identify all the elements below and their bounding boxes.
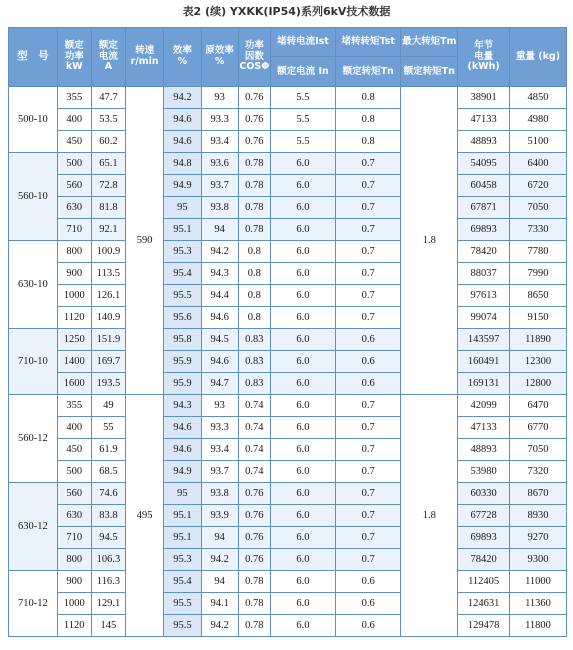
header-weight: 重量 (kg) xyxy=(510,28,567,87)
cell-locked-torque: 0.7 xyxy=(336,285,401,307)
cell-locked-torque: 0.7 xyxy=(336,197,401,219)
cell-efficiency: 95.4 xyxy=(164,571,201,593)
cell-current: 113.5 xyxy=(91,263,125,285)
cell-efficiency: 95.3 xyxy=(164,549,201,571)
cell-power-factor: 0.8 xyxy=(238,241,270,263)
cell-current: 60.2 xyxy=(91,131,125,153)
cell-current: 145 xyxy=(91,615,125,637)
cell-weight: 9270 xyxy=(510,527,567,549)
table-row xyxy=(9,197,567,219)
table-row xyxy=(9,219,567,241)
cell-annual-energy: 54095 xyxy=(458,153,510,175)
cell-power: 1400 xyxy=(57,351,91,373)
cell-locked-current: 6.0 xyxy=(270,505,335,527)
cell-model: 710-12 xyxy=(9,571,58,637)
cell-power-factor: 0.78 xyxy=(238,175,270,197)
cell-locked-torque: 0.7 xyxy=(336,483,401,505)
cell-power: 1000 xyxy=(57,593,91,615)
cell-locked-torque: 0.7 xyxy=(336,395,401,417)
cell-annual-energy: 60458 xyxy=(458,175,510,197)
cell-weight: 11890 xyxy=(510,329,567,351)
cell-power: 710 xyxy=(57,219,91,241)
cell-weight: 7050 xyxy=(510,439,567,461)
cell-current: 72.8 xyxy=(91,175,125,197)
cell-annual-energy: 99074 xyxy=(458,307,510,329)
cell-current: 126.1 xyxy=(91,285,125,307)
cell-orig-efficiency: 94.2 xyxy=(201,615,238,637)
table-row xyxy=(9,505,567,527)
cell-power: 400 xyxy=(57,417,91,439)
cell-orig-efficiency: 94.4 xyxy=(201,285,238,307)
cell-power: 560 xyxy=(57,483,91,505)
cell-locked-current: 5.5 xyxy=(270,109,335,131)
cell-power-factor: 0.74 xyxy=(238,461,270,483)
cell-power-factor: 0.74 xyxy=(238,395,270,417)
table-row xyxy=(9,417,567,439)
table-row xyxy=(9,285,567,307)
cell-model: 560-10 xyxy=(9,153,58,241)
cell-power-factor: 0.76 xyxy=(238,131,270,153)
cell-weight: 7050 xyxy=(510,197,567,219)
cell-locked-current: 6.0 xyxy=(270,571,335,593)
cell-orig-efficiency: 93.9 xyxy=(201,505,238,527)
cell-power-factor: 0.8 xyxy=(238,307,270,329)
cell-locked-torque: 0.8 xyxy=(336,109,401,131)
cell-power: 400 xyxy=(57,109,91,131)
cell-efficiency: 95.4 xyxy=(164,263,201,285)
cell-locked-torque: 0.7 xyxy=(336,417,401,439)
cell-locked-current: 6.0 xyxy=(270,417,335,439)
cell-weight: 6400 xyxy=(510,153,567,175)
table-row xyxy=(9,307,567,329)
cell-efficiency: 94.8 xyxy=(164,153,201,175)
header-current: 额定 电流 A xyxy=(91,28,125,87)
cell-weight: 7320 xyxy=(510,461,567,483)
cell-power: 450 xyxy=(57,439,91,461)
cell-weight: 9150 xyxy=(510,307,567,329)
cell-locked-torque: 0.7 xyxy=(336,307,401,329)
cell-orig-efficiency: 94 xyxy=(201,527,238,549)
cell-power-factor: 0.83 xyxy=(238,329,270,351)
cell-locked-current: 5.5 xyxy=(270,87,335,109)
cell-annual-energy: 42099 xyxy=(458,395,510,417)
cell-current: 100.9 xyxy=(91,241,125,263)
cell-annual-energy: 124631 xyxy=(458,593,510,615)
cell-weight: 12300 xyxy=(510,351,567,373)
table-row xyxy=(9,615,567,637)
cell-power-factor: 0.74 xyxy=(238,417,270,439)
cell-annual-energy: 38901 xyxy=(458,87,510,109)
table-row xyxy=(9,87,567,109)
header-power-factor: 功率 因数 COSΦ xyxy=(238,28,270,87)
cell-power: 500 xyxy=(57,461,91,483)
cell-power: 450 xyxy=(57,131,91,153)
cell-locked-torque: 0.7 xyxy=(336,505,401,527)
cell-locked-torque: 0.6 xyxy=(336,615,401,637)
cell-efficiency: 95.5 xyxy=(164,615,201,637)
cell-model: 630-10 xyxy=(9,241,58,329)
cell-weight: 4980 xyxy=(510,109,567,131)
cell-locked-torque: 0.7 xyxy=(336,263,401,285)
cell-weight: 11000 xyxy=(510,571,567,593)
cell-weight: 7990 xyxy=(510,263,567,285)
cell-locked-current: 6.0 xyxy=(270,285,335,307)
cell-locked-current: 6.0 xyxy=(270,461,335,483)
table-row xyxy=(9,439,567,461)
cell-orig-efficiency: 93.8 xyxy=(201,197,238,219)
table-row xyxy=(9,549,567,571)
cell-orig-efficiency: 94.1 xyxy=(201,593,238,615)
cell-model: 630-12 xyxy=(9,483,58,571)
cell-current: 106.3 xyxy=(91,549,125,571)
cell-efficiency: 95.1 xyxy=(164,527,201,549)
cell-locked-torque: 0.7 xyxy=(336,549,401,571)
table-row xyxy=(9,351,567,373)
cell-current: 151.9 xyxy=(91,329,125,351)
cell-weight: 6470 xyxy=(510,395,567,417)
header-locked-torque-bottom: 额定转矩Tn xyxy=(336,57,401,87)
cell-power-factor: 0.83 xyxy=(238,373,270,395)
cell-efficiency: 95.6 xyxy=(164,307,201,329)
cell-speed: 590 xyxy=(125,87,163,395)
cell-locked-current: 6.0 xyxy=(270,483,335,505)
cell-locked-torque: 0.6 xyxy=(336,373,401,395)
cell-locked-current: 6.0 xyxy=(270,197,335,219)
cell-weight: 8650 xyxy=(510,285,567,307)
header-max-torque-bottom: 额定转矩Tn xyxy=(401,57,458,87)
header-row-1 xyxy=(9,28,567,57)
cell-orig-efficiency: 94.3 xyxy=(201,263,238,285)
cell-locked-torque: 0.8 xyxy=(336,131,401,153)
cell-orig-efficiency: 93.6 xyxy=(201,153,238,175)
cell-orig-efficiency: 94 xyxy=(201,219,238,241)
table-title: 表2 (续) YXKK(IP54)系列6kV技术数据 xyxy=(182,5,391,18)
cell-efficiency: 95.8 xyxy=(164,329,201,351)
cell-annual-energy: 129478 xyxy=(458,615,510,637)
table-row xyxy=(9,153,567,175)
cell-efficiency: 95.1 xyxy=(164,219,201,241)
cell-current: 65.1 xyxy=(91,153,125,175)
cell-power-factor: 0.76 xyxy=(238,549,270,571)
cell-locked-torque: 0.6 xyxy=(336,593,401,615)
cell-efficiency: 95.5 xyxy=(164,593,201,615)
cell-annual-energy: 88037 xyxy=(458,263,510,285)
cell-weight: 11800 xyxy=(510,615,567,637)
cell-power: 630 xyxy=(57,197,91,219)
cell-weight: 11360 xyxy=(510,593,567,615)
cell-locked-torque: 0.7 xyxy=(336,153,401,175)
cell-power-factor: 0.76 xyxy=(238,109,270,131)
cell-efficiency: 95.3 xyxy=(164,241,201,263)
cell-locked-torque: 0.6 xyxy=(336,351,401,373)
cell-power: 800 xyxy=(57,241,91,263)
cell-annual-energy: 112405 xyxy=(458,571,510,593)
table-row xyxy=(9,109,567,131)
header-locked-current-bottom: 额定电流 In xyxy=(270,57,335,87)
cell-current: 53.5 xyxy=(91,109,125,131)
cell-orig-efficiency: 93.4 xyxy=(201,131,238,153)
cell-locked-torque: 0.6 xyxy=(336,571,401,593)
cell-annual-energy: 78420 xyxy=(458,241,510,263)
cell-locked-torque: 0.6 xyxy=(336,329,401,351)
cell-current: 83.8 xyxy=(91,505,125,527)
cell-model: 560-12 xyxy=(9,395,58,483)
cell-current: 68.5 xyxy=(91,461,125,483)
cell-power-factor: 0.8 xyxy=(238,285,270,307)
cell-power-factor: 0.83 xyxy=(238,351,270,373)
cell-locked-current: 6.0 xyxy=(270,395,335,417)
cell-orig-efficiency: 94 xyxy=(201,571,238,593)
cell-weight: 12800 xyxy=(510,373,567,395)
cell-orig-efficiency: 93.3 xyxy=(201,417,238,439)
cell-model: 500-10 xyxy=(9,87,58,153)
cell-power-factor: 0.78 xyxy=(238,571,270,593)
cell-power: 710 xyxy=(57,527,91,549)
cell-annual-energy: 169131 xyxy=(458,373,510,395)
cell-efficiency: 94.6 xyxy=(164,109,201,131)
cell-efficiency: 95.5 xyxy=(164,285,201,307)
table-row xyxy=(9,263,567,285)
cell-locked-torque: 0.8 xyxy=(336,87,401,109)
cell-locked-torque: 0.7 xyxy=(336,241,401,263)
table-row xyxy=(9,373,567,395)
cell-power-factor: 0.76 xyxy=(238,527,270,549)
header-efficiency: 效率 % xyxy=(164,28,201,87)
header-orig-efficiency: 原效率 % xyxy=(201,28,238,87)
cell-orig-efficiency: 94.2 xyxy=(201,549,238,571)
cell-efficiency: 94.9 xyxy=(164,175,201,197)
cell-weight: 6770 xyxy=(510,417,567,439)
table-row xyxy=(9,571,567,593)
cell-efficiency: 95 xyxy=(164,197,201,219)
header-locked-current-top: 堵转电流Ist xyxy=(270,28,335,57)
cell-locked-current: 6.0 xyxy=(270,549,335,571)
cell-power: 1000 xyxy=(57,285,91,307)
cell-model: 710-10 xyxy=(9,329,58,395)
cell-power-factor: 0.76 xyxy=(238,505,270,527)
cell-orig-efficiency: 94.5 xyxy=(201,329,238,351)
cell-annual-energy: 47133 xyxy=(458,109,510,131)
cell-orig-efficiency: 94.6 xyxy=(201,307,238,329)
cell-efficiency: 94.2 xyxy=(164,87,201,109)
cell-power: 1120 xyxy=(57,615,91,637)
table-row xyxy=(9,483,567,505)
cell-orig-efficiency: 93 xyxy=(201,395,238,417)
cell-power-factor: 0.78 xyxy=(238,615,270,637)
cell-annual-energy: 143597 xyxy=(458,329,510,351)
cell-efficiency: 94.6 xyxy=(164,417,201,439)
cell-orig-efficiency: 94.2 xyxy=(201,241,238,263)
cell-annual-energy: 47133 xyxy=(458,417,510,439)
cell-power-factor: 0.76 xyxy=(238,87,270,109)
cell-current: 49 xyxy=(91,395,125,417)
cell-current: 116.3 xyxy=(91,571,125,593)
cell-orig-efficiency: 93.4 xyxy=(201,439,238,461)
cell-power: 800 xyxy=(57,549,91,571)
header-annual-energy: 年节 电量 (kWh) xyxy=(458,28,510,87)
cell-power: 1120 xyxy=(57,307,91,329)
cell-power: 1600 xyxy=(57,373,91,395)
cell-locked-current: 6.0 xyxy=(270,439,335,461)
cell-current: 55 xyxy=(91,417,125,439)
header-model: 型 号 xyxy=(9,28,58,87)
cell-power: 900 xyxy=(57,571,91,593)
cell-power: 630 xyxy=(57,505,91,527)
cell-weight: 9300 xyxy=(510,549,567,571)
cell-annual-energy: 67728 xyxy=(458,505,510,527)
cell-annual-energy: 78420 xyxy=(458,549,510,571)
header-power: 额定 功率 kW xyxy=(57,28,91,87)
cell-current: 61.9 xyxy=(91,439,125,461)
cell-current: 129.1 xyxy=(91,593,125,615)
cell-locked-current: 6.0 xyxy=(270,175,335,197)
cell-annual-energy: 48893 xyxy=(458,131,510,153)
cell-weight: 8670 xyxy=(510,483,567,505)
cell-locked-torque: 0.7 xyxy=(336,461,401,483)
cell-orig-efficiency: 93.7 xyxy=(201,175,238,197)
table-row xyxy=(9,527,567,549)
table-row xyxy=(9,241,567,263)
header-max-torque-top: 最大转矩Tm xyxy=(401,28,458,57)
motor-spec-table xyxy=(8,27,567,637)
cell-power-factor: 0.78 xyxy=(238,219,270,241)
cell-locked-torque: 0.7 xyxy=(336,439,401,461)
cell-orig-efficiency: 94.7 xyxy=(201,373,238,395)
cell-weight: 5100 xyxy=(510,131,567,153)
cell-annual-energy: 69893 xyxy=(458,527,510,549)
cell-locked-current: 6.0 xyxy=(270,351,335,373)
cell-weight: 7330 xyxy=(510,219,567,241)
cell-power-factor: 0.78 xyxy=(238,593,270,615)
cell-locked-current: 6.0 xyxy=(270,373,335,395)
cell-current: 140.9 xyxy=(91,307,125,329)
cell-max-torque: 1.8 xyxy=(401,87,458,395)
table-row xyxy=(9,175,567,197)
cell-locked-current: 6.0 xyxy=(270,153,335,175)
cell-locked-current: 6.0 xyxy=(270,241,335,263)
cell-annual-energy: 48893 xyxy=(458,439,510,461)
cell-orig-efficiency: 93.8 xyxy=(201,483,238,505)
cell-locked-current: 6.0 xyxy=(270,329,335,351)
cell-current: 193.5 xyxy=(91,373,125,395)
table-row xyxy=(9,593,567,615)
cell-power-factor: 0.76 xyxy=(238,483,270,505)
cell-weight: 8930 xyxy=(510,505,567,527)
cell-weight: 6720 xyxy=(510,175,567,197)
cell-annual-energy: 60330 xyxy=(458,483,510,505)
table-row xyxy=(9,461,567,483)
cell-locked-current: 6.0 xyxy=(270,263,335,285)
table-body xyxy=(9,87,567,637)
cell-power-factor: 0.78 xyxy=(238,153,270,175)
cell-orig-efficiency: 93 xyxy=(201,87,238,109)
cell-locked-current: 6.0 xyxy=(270,307,335,329)
table-row xyxy=(9,395,567,417)
cell-locked-current: 5.5 xyxy=(270,131,335,153)
cell-current: 94.5 xyxy=(91,527,125,549)
cell-locked-torque: 0.7 xyxy=(336,219,401,241)
cell-efficiency: 95.1 xyxy=(164,505,201,527)
cell-efficiency: 95.9 xyxy=(164,373,201,395)
cell-power: 355 xyxy=(57,395,91,417)
cell-locked-current: 6.0 xyxy=(270,593,335,615)
cell-locked-current: 6.0 xyxy=(270,219,335,241)
cell-annual-energy: 160491 xyxy=(458,351,510,373)
cell-efficiency: 94.9 xyxy=(164,461,201,483)
cell-efficiency: 95 xyxy=(164,483,201,505)
cell-efficiency: 95.9 xyxy=(164,351,201,373)
cell-efficiency: 94.6 xyxy=(164,439,201,461)
cell-locked-current: 6.0 xyxy=(270,527,335,549)
cell-annual-energy: 97613 xyxy=(458,285,510,307)
cell-speed: 495 xyxy=(125,395,163,637)
cell-power-factor: 0.8 xyxy=(238,263,270,285)
cell-power: 900 xyxy=(57,263,91,285)
cell-efficiency: 94.3 xyxy=(164,395,201,417)
cell-power-factor: 0.78 xyxy=(238,197,270,219)
header-speed: 转速 r/min xyxy=(125,28,163,87)
cell-power: 560 xyxy=(57,175,91,197)
cell-current: 74.6 xyxy=(91,483,125,505)
cell-locked-torque: 0.7 xyxy=(336,175,401,197)
cell-max-torque: 1.8 xyxy=(401,395,458,637)
cell-current: 92.1 xyxy=(91,219,125,241)
cell-locked-torque: 0.7 xyxy=(336,527,401,549)
cell-orig-efficiency: 93.7 xyxy=(201,461,238,483)
cell-weight: 7780 xyxy=(510,241,567,263)
header-locked-torque-top: 堵转转矩Tst xyxy=(336,28,401,57)
cell-current: 81.8 xyxy=(91,197,125,219)
cell-power-factor: 0.74 xyxy=(238,439,270,461)
cell-efficiency: 94.6 xyxy=(164,131,201,153)
cell-power: 500 xyxy=(57,153,91,175)
cell-annual-energy: 67871 xyxy=(458,197,510,219)
cell-locked-current: 6.0 xyxy=(270,615,335,637)
cell-annual-energy: 69893 xyxy=(458,219,510,241)
cell-weight: 4850 xyxy=(510,87,567,109)
cell-orig-efficiency: 93.3 xyxy=(201,109,238,131)
table-row xyxy=(9,131,567,153)
cell-annual-energy: 53980 xyxy=(458,461,510,483)
cell-current: 169.7 xyxy=(91,351,125,373)
table-row xyxy=(9,329,567,351)
cell-current: 47.7 xyxy=(91,87,125,109)
cell-orig-efficiency: 94.6 xyxy=(201,351,238,373)
cell-power: 1250 xyxy=(57,329,91,351)
cell-power: 355 xyxy=(57,87,91,109)
